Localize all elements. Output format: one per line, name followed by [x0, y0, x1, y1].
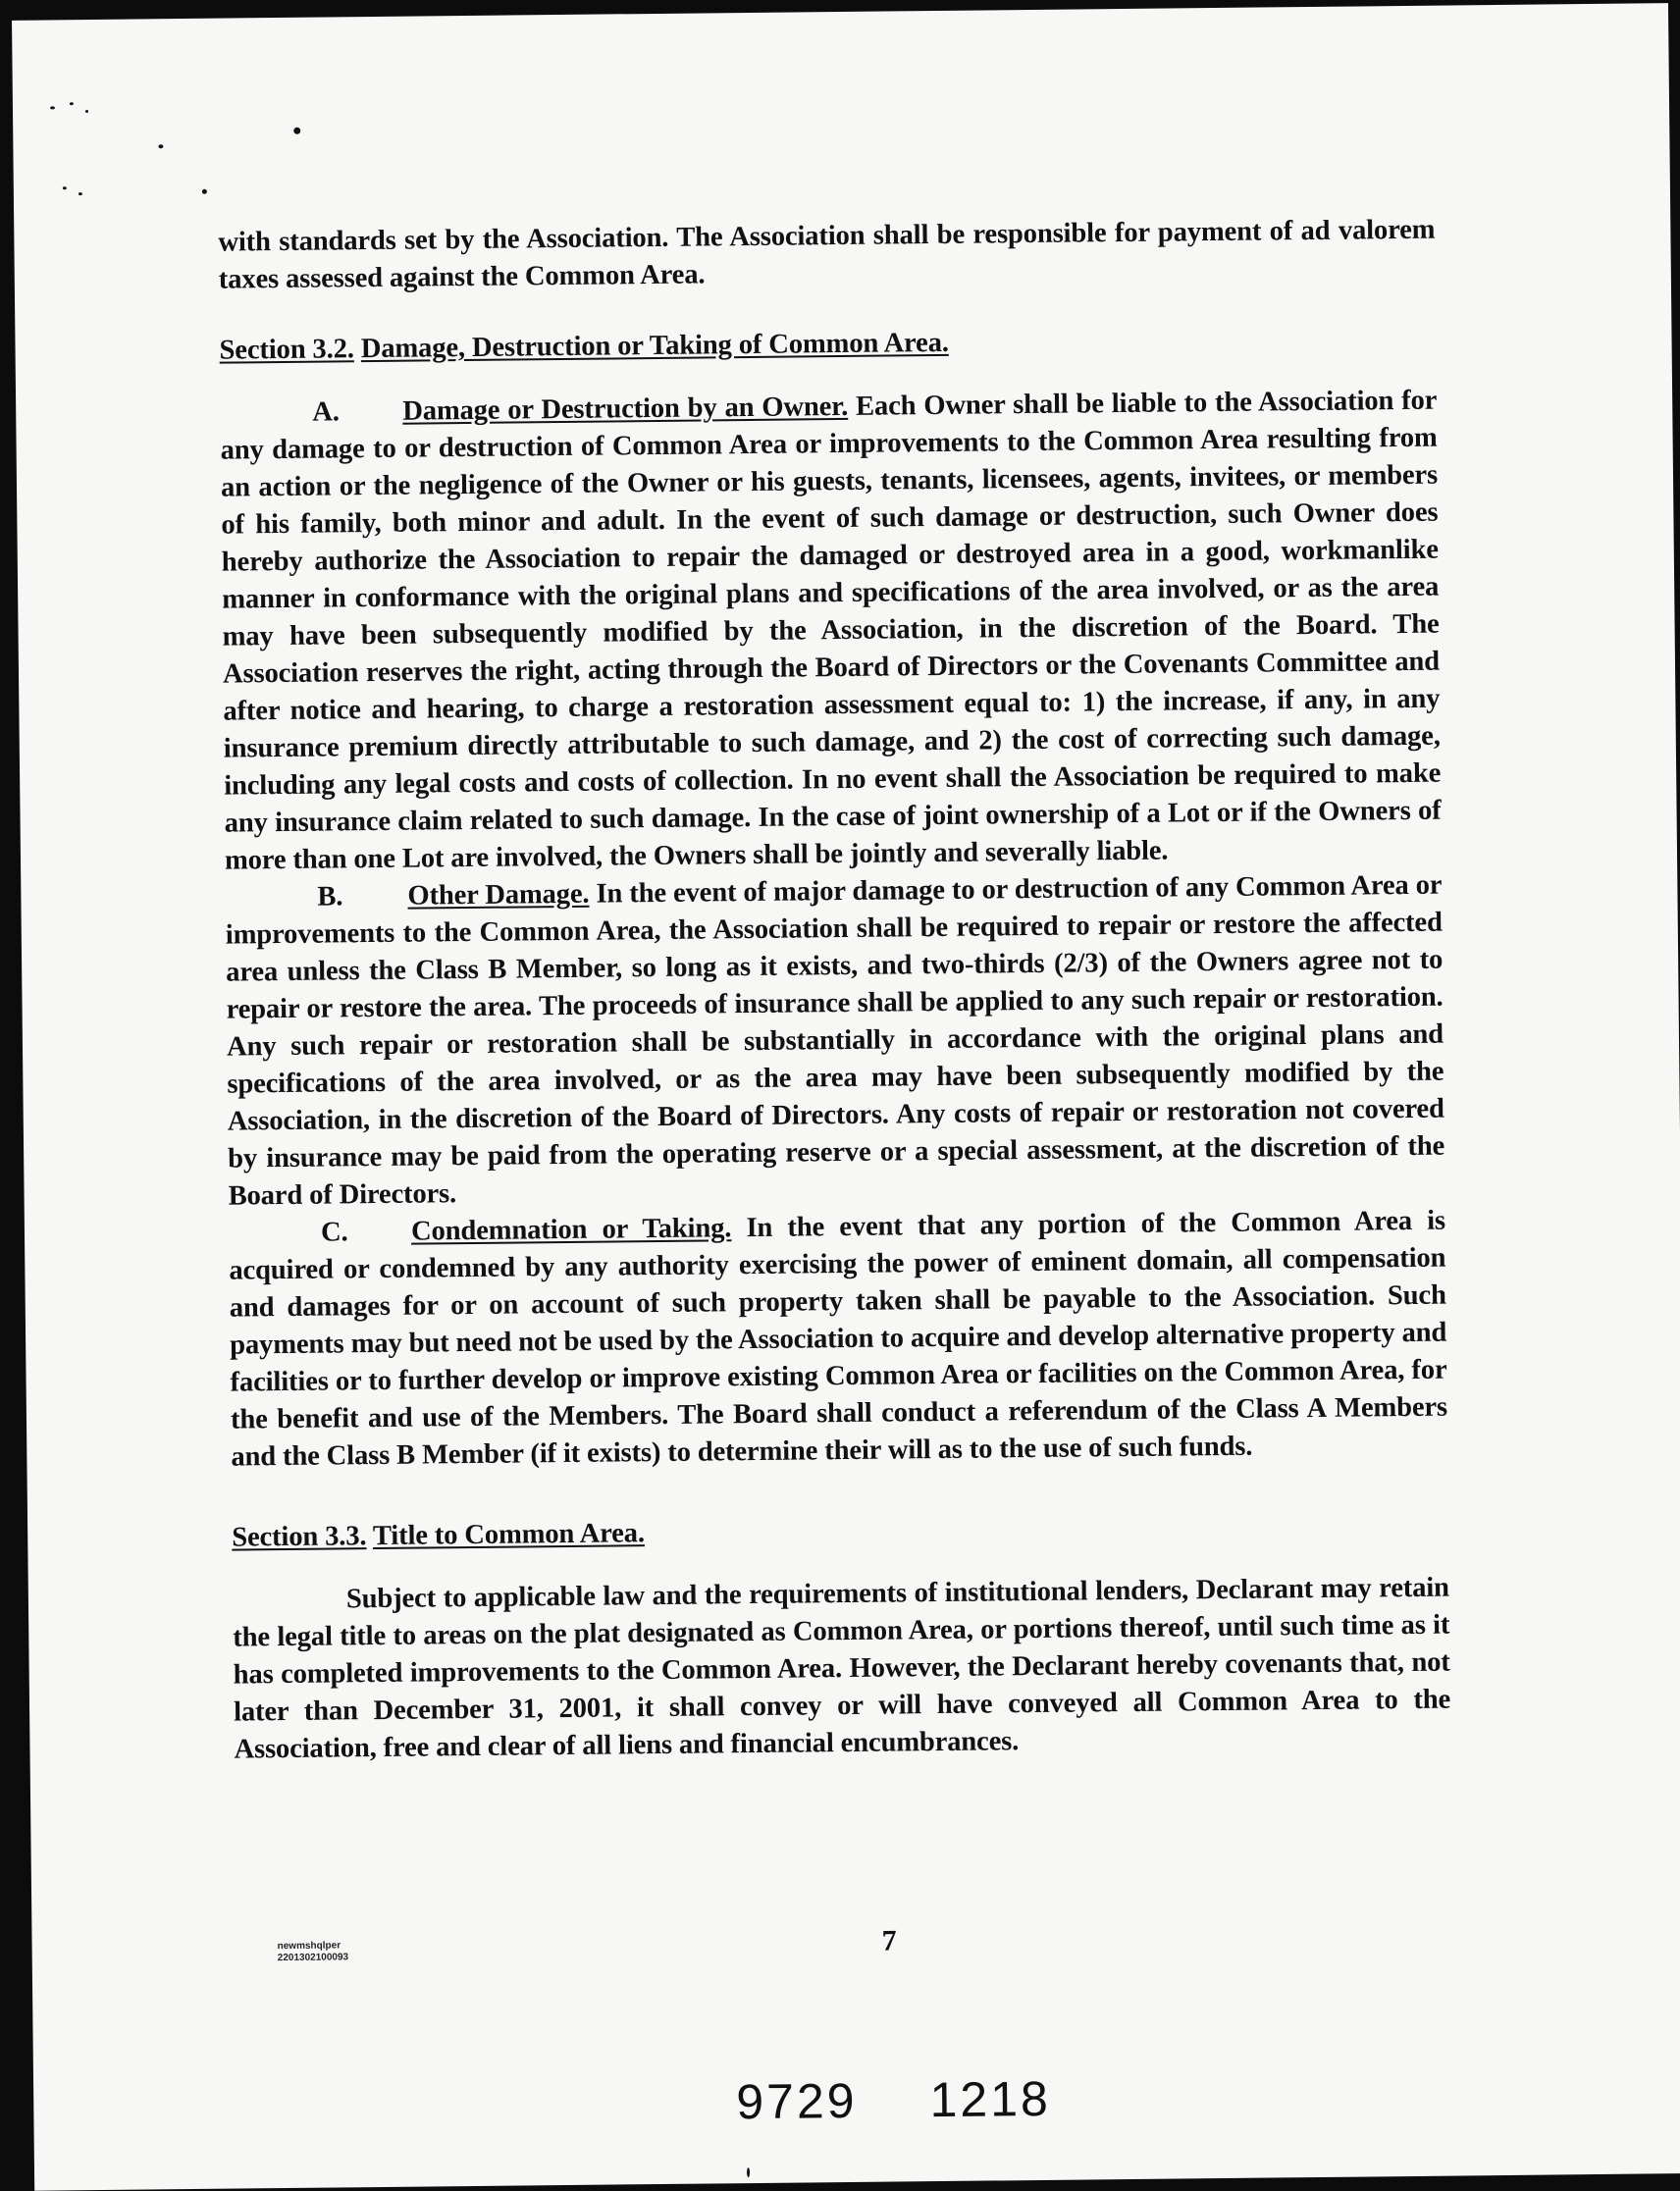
section-3-3-heading	[232, 1507, 1448, 1557]
subsection-a-text: Each Owner shall be liable to the Association for any damage to or destruction of Common Area or improvements to the Common Area resulting from an action or the negligence of the Owner or his guests, tenants, licensees, agents, invitees, or members of his family, both minor and adult. In the event of such damage or destruction, such Owner does hereby authorize the Association to repair the damaged or destroyed area in a good, workmanlike manner in conformance with the original plans and specifications of the area involved, or as the area may have been subsequently modified by the Association, in the discretion of the Board. The Association reserves the right, acting through the Board of Directors or the Covenants Committee and after notice and hearing, to charge a restoration assessment equal to: 1) the increase, if any, in any insurance premium directly attributable to such damage, and 2) the cost of correcting such damage, including any legal costs and costs of collection. In no event shall the Association be required to make any insurance claim related to such damage. In the case of joint ownership of a Lot or if the Owners of more than one Lot are involved, the Owners shall be jointly and severally liable.	[220, 385, 1442, 876]
document-body	[218, 212, 1450, 1769]
document-page	[12, 3, 1680, 2191]
scan-speck	[85, 110, 88, 113]
subsection-c-letter: C.	[320, 1217, 348, 1248]
subsection-b-letter: B.	[317, 881, 343, 913]
subsection-a-heading: Damage or Destruction by an Owner.	[402, 391, 849, 427]
document-code	[278, 1940, 349, 1964]
subsection-a	[220, 383, 1442, 880]
subsection-a-letter: A.	[312, 396, 340, 428]
subsection-b	[225, 867, 1445, 1216]
subsection-c-heading: Condemnation or Taking.	[410, 1213, 732, 1247]
document-code-line-1: newmshqlper	[277, 1940, 341, 1953]
scan-speck	[202, 189, 207, 194]
section-3-2-heading	[219, 320, 1436, 370]
scan-speck	[70, 102, 74, 105]
scan-speck	[293, 128, 300, 134]
stamp-book-number: 9729	[736, 2072, 858, 2130]
scan-speck	[50, 106, 55, 109]
section-3-3-number: Section 3.3.	[232, 1521, 367, 1553]
section-3-2-title: Damage, Destruction or Taking of Common Area.	[360, 327, 949, 365]
scan-speck	[747, 2167, 750, 2177]
page-number: 7	[881, 1924, 897, 1957]
scan-speck	[158, 144, 163, 148]
scan-speck	[63, 186, 67, 189]
scan-speck	[79, 192, 82, 195]
subsection-b-text: In the event of major damage to or destruction of any Common Area or improvements to the Common Area, the Association shall be required to repair or restore the affected area unless the Class B Member, so long as it exists, and two-thirds (2/3) of the Owners agree not to repair or restore the area. The proceeds of insurance shall be applied to any such repair or restoration. Any such repair or restoration shall be substantially in accordance with the original plans and specifications of the area involved, or as the area may have been subsequently modified by the Association, in the discretion of the Board of Directors. Any costs of repair or restoration not covered by insurance may be paid from the operating reserve or a special assessment, at the discretion of the Board of Directors.	[225, 869, 1445, 1212]
subsection-c-text: In the event that any portion of the Common Area is acquired or condemned by any authority exercising the power of eminent domain, all compensation and damages for or on account of such property taken shall be payable to the Association. Such payments may but need not be used by the Association to acquire and develop alternative property and facilities or to further develop or improve existing Common Area or facilities on the Common Area, for the benefit and use of the Members. The Board shall conduct a referendum of the Class A Members and the Class B Member (if it exists) to determine their will as to the use of such funds.	[229, 1205, 1448, 1473]
lead-paragraph: with standards set by the Association. The Association shall be responsible for payment of ad valorem taxes assessed against the Common Area.	[218, 214, 1436, 295]
subsection-c	[229, 1203, 1448, 1477]
recording-stamp	[736, 2069, 1124, 2130]
document-code-line-2: 2201302100093	[277, 1952, 349, 1964]
section-3-3-title: Title to Common Area.	[372, 1518, 646, 1552]
subsection-b-heading: Other Damage.	[407, 878, 590, 912]
section-3-2-number: Section 3.2.	[219, 334, 354, 366]
section-3-3-paragraph: Subject to applicable law and the requirements of institutional lenders, Declarant may retain the legal title to areas on the plat designated as Common Area, or portions thereof, until such time as it has completed improvements to the Common Area. However, the Declarant hereby covenants that, not later than December 31, 2001, it shall convey or will have conveyed all Common Area to the Association, free and clear of all liens and financial encumbrances.	[233, 1572, 1451, 1765]
stamp-page-number: 1218	[929, 2070, 1052, 2128]
